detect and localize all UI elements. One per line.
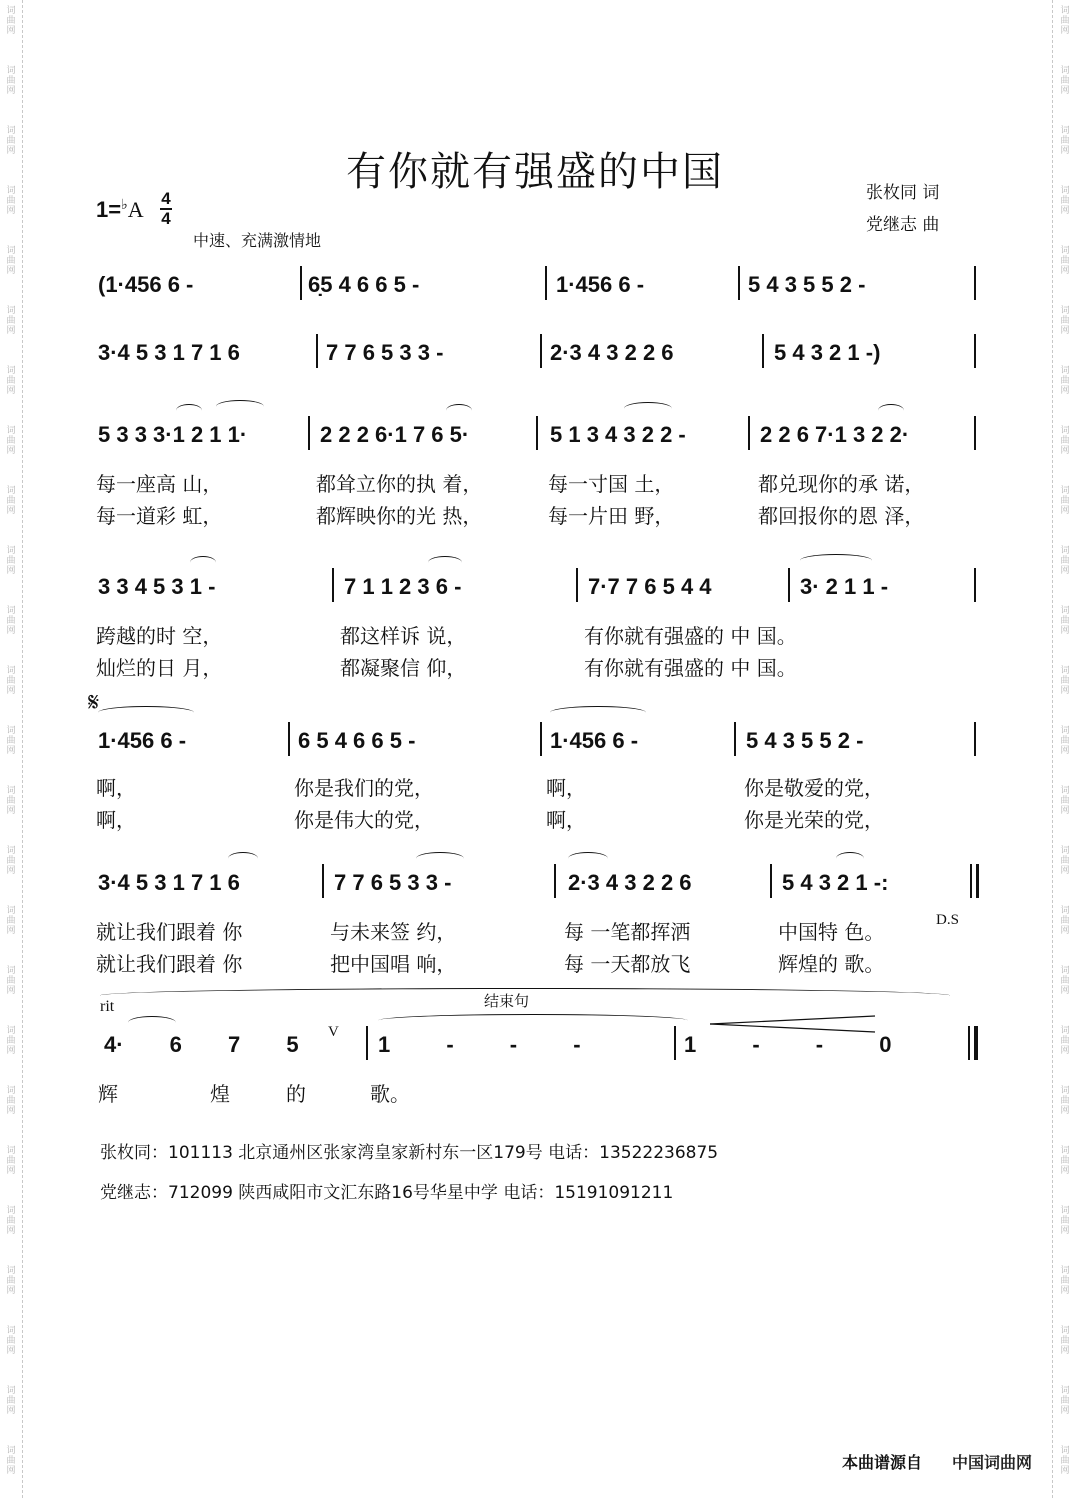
slur <box>568 852 608 865</box>
watermark-stamp: 词 曲 网 <box>1060 726 1070 756</box>
measure: 5 4 3 5 5 2 - <box>746 728 864 753</box>
watermark-stamp: 词 曲 网 <box>6 186 16 216</box>
key-note: A <box>127 197 144 222</box>
barline <box>332 568 334 602</box>
measure: 5 4 3 5 5 2 - <box>748 272 866 297</box>
measure: 1·456 6 - <box>550 728 639 753</box>
watermark-stamp: 词 曲 网 <box>1060 366 1070 396</box>
watermark-stamp: 词 曲 网 <box>1060 1326 1070 1356</box>
lyric-phrase: 歌。 <box>370 1082 410 1106</box>
barline <box>554 864 556 898</box>
watermark-stamp: 词 曲 网 <box>6 1326 16 1356</box>
slur <box>878 404 904 417</box>
barline <box>748 416 750 450</box>
measure: 5 4 3 2 1 -) <box>774 340 881 365</box>
song-title: 有你就有强盛的中国 <box>346 149 724 195</box>
measure: 2·3 4 3 2 2 6 <box>550 340 674 365</box>
music-line-6 <box>98 870 978 900</box>
lyric-phrase: 的 <box>286 1082 306 1106</box>
measure: 5 1 3 4 3 2 2 - <box>550 422 686 447</box>
music-line-5 <box>98 728 978 758</box>
measure: 4· 6 7 5 <box>104 1032 299 1057</box>
watermark-stamp: 词 曲 网 <box>6 66 16 96</box>
lyric-phrase: 把中国唱 响， <box>330 952 457 976</box>
watermark-stamp: 词 曲 网 <box>1060 846 1070 876</box>
watermark-stamp: 词 曲 网 <box>1060 666 1070 696</box>
ending-label: 结束句 <box>484 992 530 1010</box>
barline <box>974 416 976 450</box>
music-line-1 <box>98 272 978 302</box>
watermark-stamp: 词 曲 网 <box>1060 1266 1070 1296</box>
watermark-stamp: 词 曲 网 <box>1060 246 1070 276</box>
watermark-stamp: 词 曲 网 <box>6 6 16 36</box>
lyric-phrase: 都凝聚信 仰， <box>340 656 467 680</box>
measure: 2·3 4 3 2 2 6 <box>568 870 692 895</box>
repeat-barline <box>976 864 979 898</box>
measure: 5 3 3 3·1 2 1 1· <box>98 422 248 447</box>
lyric-phrase: 都回报你的恩 泽， <box>758 504 925 528</box>
tie <box>378 1014 688 1027</box>
lyric-phrase: 中国特 色。 <box>778 920 885 944</box>
measure: 7 7 6 5 3 3 - <box>334 870 452 895</box>
barline <box>288 722 290 756</box>
lyric-phrase: 跨越的时 空， <box>96 624 223 648</box>
watermark-stamp: 词 曲 网 <box>6 486 16 516</box>
barline <box>540 334 542 368</box>
watermark-stamp: 词 曲 网 <box>1060 786 1070 816</box>
lyricist-credit: 张枚同 词 <box>866 183 940 203</box>
lyric-phrase: 每一寸国 土， <box>548 472 675 496</box>
slur <box>446 404 472 417</box>
barline <box>974 568 976 602</box>
watermark-stamp: 词 曲 网 <box>6 606 16 636</box>
source-site-link[interactable]: 中国词曲网 <box>952 1453 1033 1472</box>
watermark-stamp: 词 曲 网 <box>1060 306 1070 336</box>
watermark-stamp: 词 曲 网 <box>6 1446 16 1476</box>
watermark-stamp: 词 曲 网 <box>6 1026 16 1056</box>
measure: 3 3 4 5 3 1 - <box>98 574 216 599</box>
lyric-phrase: 你是我们的党， <box>294 776 434 800</box>
lyric-phrase: 有你就有强盛的 中 国。 <box>584 624 797 648</box>
barline <box>322 864 324 898</box>
watermark-stamp: 词 曲 网 <box>6 1146 16 1176</box>
watermark-stamp: 词 曲 网 <box>6 1206 16 1236</box>
lyric-phrase: 每一道彩 虹， <box>96 504 223 528</box>
meter-bottom: 4 <box>161 209 171 228</box>
lyric-phrase: 啊， <box>546 808 586 832</box>
slur <box>190 556 216 569</box>
lyric-phrase: 灿烂的日 月， <box>96 656 223 680</box>
time-signature <box>160 190 172 228</box>
lyric-phrase: 你是光荣的党， <box>744 808 884 832</box>
measure: 1 - - 0 <box>684 1032 892 1057</box>
measure: 7 7 6 5 3 3 - <box>326 340 444 365</box>
barline <box>734 722 736 756</box>
watermark-stamp: 词 曲 网 <box>6 1086 16 1116</box>
barline <box>770 864 772 898</box>
watermark-stamp: 词 曲 网 <box>6 966 16 996</box>
lyric-phrase: 就让我们跟着 你 <box>96 920 243 944</box>
slur <box>228 852 258 865</box>
music-line-2 <box>98 340 978 370</box>
key-prefix: 1= <box>96 197 122 222</box>
watermark-stamp: 词 曲 网 <box>1060 426 1070 456</box>
breath-mark: V <box>328 1024 339 1040</box>
watermark-stamp: 词 曲 网 <box>1060 126 1070 156</box>
final-barline <box>968 1026 970 1060</box>
watermark-stamp: 词 曲 网 <box>1060 1206 1070 1236</box>
barline <box>974 334 976 368</box>
slur <box>800 554 872 567</box>
final-barline-thick <box>974 1026 978 1060</box>
watermark-stamp: 词 曲 网 <box>6 246 16 276</box>
barline <box>788 568 790 602</box>
slur <box>550 706 646 719</box>
flat-sign: ♭ <box>121 196 128 212</box>
lyric-phrase: 每一座高 山， <box>96 472 223 496</box>
slur <box>836 852 864 865</box>
watermark-stamp: 词 曲 网 <box>1060 606 1070 636</box>
watermark-stamp: 词 曲 网 <box>1060 906 1070 936</box>
right-margin-line <box>1052 0 1054 1498</box>
slur <box>416 852 464 865</box>
key-signature <box>96 196 144 223</box>
decrescendo-hairpin <box>710 1014 880 1034</box>
lyric-phrase: 辉 <box>98 1082 118 1106</box>
watermark-stamp: 词 曲 网 <box>6 846 16 876</box>
barline <box>540 722 542 756</box>
measure: 1·456 6 - <box>98 728 187 753</box>
barline <box>674 1026 676 1060</box>
measure: 6̣5 4 6 6 5 - <box>308 272 420 297</box>
measure: 2 2 2 6·1 7 6 5· <box>320 422 470 447</box>
watermark-stamp: 词 曲 网 <box>1060 1026 1070 1056</box>
barline <box>974 722 976 756</box>
watermark-stamp: 词 曲 网 <box>1060 1146 1070 1176</box>
watermark-stamp: 词 曲 网 <box>1060 966 1070 996</box>
slur <box>216 400 264 413</box>
watermark-stamp: 词 曲 网 <box>1060 66 1070 96</box>
segno-sign: 𝄋 <box>88 688 100 718</box>
tempo-marking: 中速、充满激情地 <box>193 231 322 250</box>
barline <box>970 864 972 898</box>
slur <box>428 556 462 569</box>
watermark-stamp: 词 曲 网 <box>6 906 16 936</box>
measure: 5 4 3 2 1 -: <box>782 870 889 895</box>
lyric-phrase: 每 一笔都挥洒 <box>564 920 691 944</box>
watermark-stamp: 词 曲 网 <box>1060 6 1070 36</box>
music-line-3 <box>98 422 978 452</box>
barline <box>762 334 764 368</box>
slur <box>624 402 672 415</box>
barline <box>536 416 538 450</box>
barline <box>576 568 578 602</box>
slur <box>176 404 202 417</box>
barline <box>366 1026 368 1060</box>
measure: 1 - - - <box>378 1032 581 1057</box>
measure: (1·456 6 - <box>98 272 194 297</box>
music-line-7 <box>98 1024 978 1062</box>
watermark-stamp: 词 曲 网 <box>1060 486 1070 516</box>
slur <box>128 1016 176 1029</box>
watermark-stamp: 词 曲 网 <box>1060 1386 1070 1416</box>
measure: 7 1 1 2 3 6 - <box>344 574 462 599</box>
barline <box>308 416 310 450</box>
barline <box>974 266 976 300</box>
barline <box>738 266 740 300</box>
watermark-stamp: 词 曲 网 <box>1060 1086 1070 1116</box>
watermark-stamp: 词 曲 网 <box>1060 546 1070 576</box>
composer-credit: 党继志 曲 <box>866 215 940 235</box>
lyric-phrase: 啊， <box>96 808 136 832</box>
lyric-phrase: 每 一天都放飞 <box>564 952 691 976</box>
lyric-phrase: 都辉映你的光 热， <box>316 504 483 528</box>
source-label: 本曲谱源自 <box>842 1453 923 1472</box>
contact-lyricist: 张枚同：101113 北京通州区张家湾皇家新村东一区179号 电话：13522236875 <box>100 1143 719 1163</box>
watermark-stamp: 词 曲 网 <box>1060 186 1070 216</box>
lyric-phrase: 你是敬爱的党， <box>744 776 884 800</box>
lyric-phrase: 辉煌的 歌。 <box>778 952 885 976</box>
measure: 6 5 4 6 6 5 - <box>298 728 416 753</box>
lyric-phrase: 都兑现你的承 诺， <box>758 472 925 496</box>
measure: 3· 2 1 1 - <box>800 574 889 599</box>
watermark-stamp: 词 曲 网 <box>6 546 16 576</box>
watermark-stamp: 词 曲 网 <box>6 726 16 756</box>
lyric-phrase: 你是伟大的党， <box>294 808 434 832</box>
left-margin-line <box>22 0 24 1498</box>
lyric-phrase: 都这样诉 说， <box>340 624 467 648</box>
watermark-stamp: 词 曲 网 <box>1060 1446 1070 1476</box>
watermark-stamp: 词 曲 网 <box>6 786 16 816</box>
ritardando-mark: rit <box>100 998 115 1015</box>
barline <box>545 266 547 300</box>
lyric-phrase: 啊， <box>96 776 136 800</box>
measure: 1·456 6 - <box>556 272 645 297</box>
measure: 7·7 7 6 5 4 4 <box>588 574 712 599</box>
measure: 3·4 5 3 1 7 1 6 <box>98 340 240 365</box>
slur <box>98 706 194 719</box>
contact-composer: 党继志：712099 陕西咸阳市文汇东路16号华星中学 电话：15191091211 <box>100 1183 674 1203</box>
lyric-phrase: 啊， <box>546 776 586 800</box>
watermark-stamp: 词 曲 网 <box>6 306 16 336</box>
measure: 2 2 6 7·1 3 2 2· <box>760 422 910 447</box>
lyric-phrase: 煌 <box>210 1082 230 1106</box>
barline <box>316 334 318 368</box>
lyric-phrase: 与未来签 约， <box>330 920 457 944</box>
music-line-4 <box>98 574 978 604</box>
measure: 3·4 5 3 1 7 1 6 <box>98 870 240 895</box>
lyric-phrase: 都耸立你的执 着， <box>316 472 483 496</box>
lyric-phrase: 每一片田 野， <box>548 504 675 528</box>
lyric-phrase: 就让我们跟着 你 <box>96 952 243 976</box>
watermark-stamp: 词 曲 网 <box>6 666 16 696</box>
watermark-stamp: 词 曲 网 <box>6 1266 16 1296</box>
barline <box>300 266 302 300</box>
lyric-phrase: 有你就有强盛的 中 国。 <box>584 656 797 680</box>
watermark-stamp: 词 曲 网 <box>6 426 16 456</box>
watermark-stamp: 词 曲 网 <box>6 126 16 156</box>
watermark-stamp: 词 曲 网 <box>6 1386 16 1416</box>
meter-top: 4 <box>161 189 171 208</box>
dal-segno-mark: D.S <box>936 912 959 928</box>
watermark-stamp: 词 曲 网 <box>6 366 16 396</box>
